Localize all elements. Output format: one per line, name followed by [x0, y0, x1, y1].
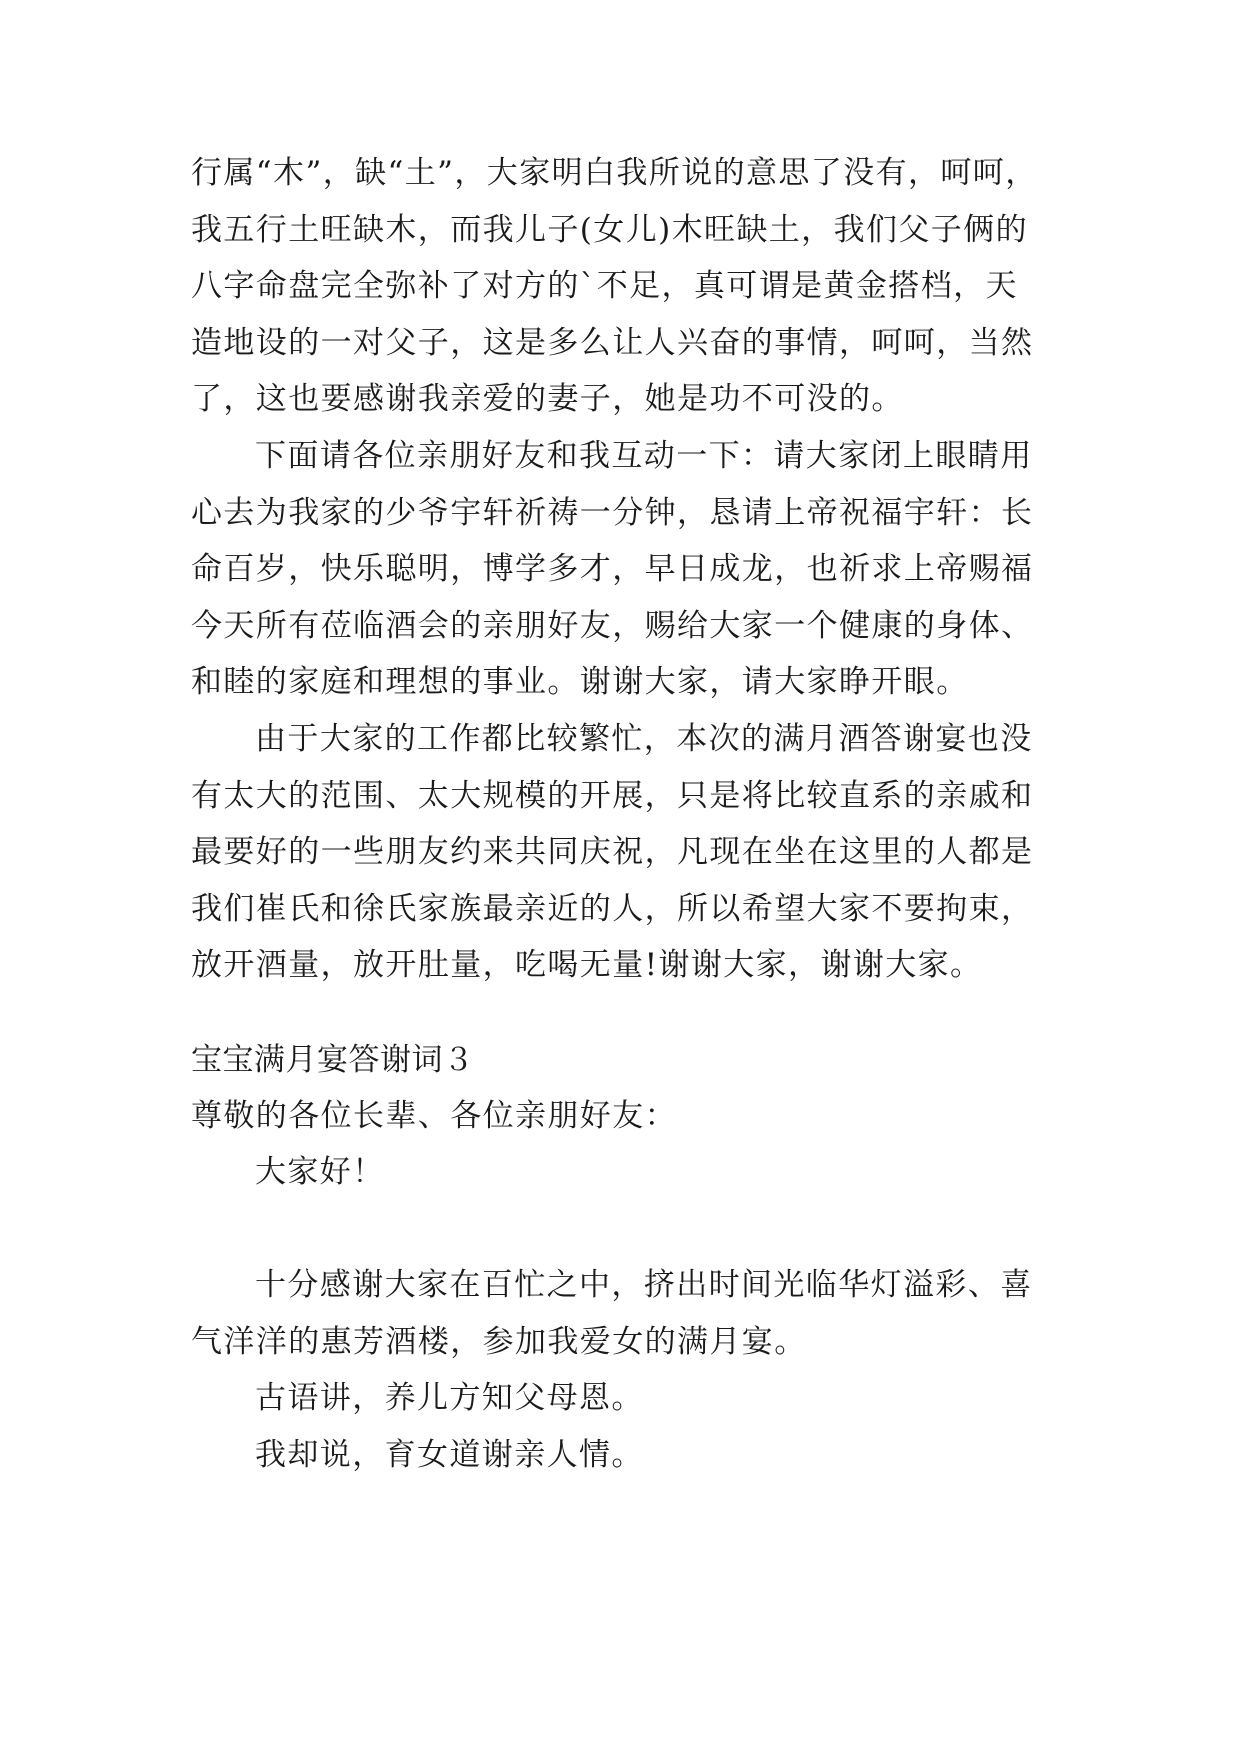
paragraph-1-line-5: 了，这也要感谢我亲爱的妻子，她是功不可没的。 — [191, 381, 904, 417]
greeting: 大家好！ — [255, 1154, 385, 1190]
paragraph-2-line-2: 心去为我家的少爷宇轩祈祷一分钟，恳请上帝祝福宇轩：长 — [191, 495, 1034, 531]
salutation: 尊敬的各位长辈、各位亲朋好友： — [191, 1098, 677, 1134]
paragraph-4-line-1: 十分感谢大家在百忙之中，挤出时间光临华灯溢彩、喜 — [255, 1267, 1033, 1303]
paragraph-1-line-4: 造地设的一对父子，这是多么让人兴奋的事情，呵呵，当然 — [191, 325, 1034, 361]
section-title: 宝宝满月宴答谢词３ — [191, 1042, 475, 1078]
paragraph-2-line-5: 和睦的家庭和理想的事业。谢谢大家，请大家睁开眼。 — [191, 664, 969, 700]
paragraph-2-line-4: 今天所有莅临酒会的亲朋好友，赐给大家一个健康的身体、 — [191, 608, 1034, 644]
paragraph-4-line-2: 气洋洋的惠芳酒楼，参加我爱女的满月宴。 — [191, 1324, 807, 1360]
paragraph-1-line-2: 我五行土旺缺木，而我儿子(女儿)木旺缺土，我们父子俩的 — [191, 212, 1028, 248]
paragraph-2-line-1: 下面请各位亲朋好友和我互动一下：请大家闭上眼睛用 — [255, 438, 1033, 474]
paragraph-3-line-5: 放开酒量，放开肚量，吃喝无量!谢谢大家，谢谢大家。 — [191, 947, 983, 983]
paragraph-3-line-4: 我们崔氏和徐氏家族最亲近的人，所以希望大家不要拘束， — [191, 891, 1034, 927]
paragraph-3-line-3: 最要好的一些朋友约来共同庆祝，凡现在坐在这里的人都是 — [191, 834, 1034, 870]
paragraph-1-line-1: 行属“木”，缺“土”，大家明白我所说的意思了没有，呵呵， — [191, 155, 1038, 191]
paragraph-3-line-1: 由于大家的工作都比较繁忙，本次的满月酒答谢宴也没 — [255, 721, 1033, 757]
paragraph-6: 我却说，育女道谢亲人情。 — [255, 1437, 644, 1473]
paragraph-1-line-3: 八字命盘完全弥补了对方的`不足，真可谓是黄金搭档，天 — [191, 268, 1018, 304]
paragraph-2-line-3: 命百岁，快乐聪明，博学多才，早日成龙，也祈求上帝赐福 — [191, 551, 1034, 587]
paragraph-5: 古语讲，养儿方知父母恩。 — [255, 1380, 644, 1416]
paragraph-3-line-2: 有太大的范围、太大规模的开展，只是将比较直系的亲戚和 — [191, 778, 1034, 814]
